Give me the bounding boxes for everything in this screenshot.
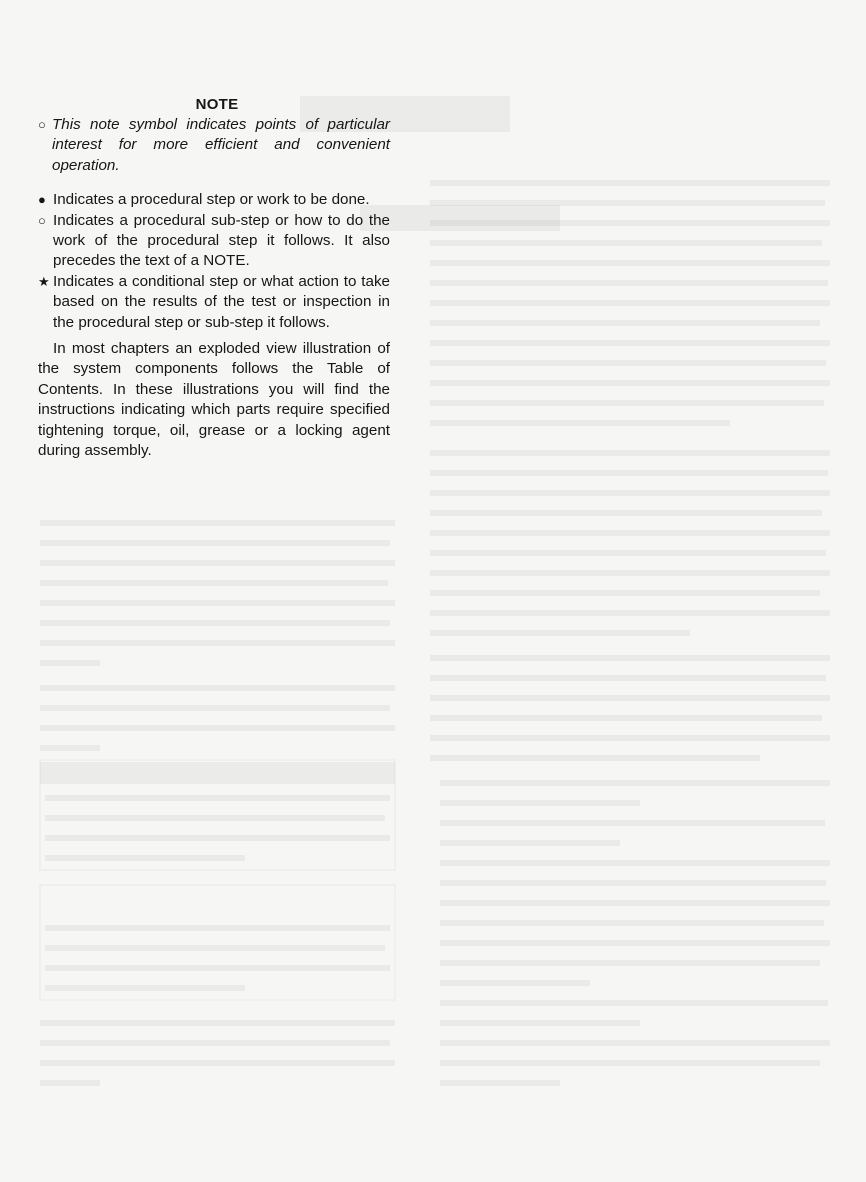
spacer (38, 176, 390, 190)
note-intro-text: This note symbol indicates points of particular interest for more efficient and convenient operation. (52, 116, 390, 174)
star-icon: ★ (38, 273, 50, 289)
note-intro (38, 115, 390, 176)
list-item-text: Indicates a procedural sub-step or how to do the work of the procedural step it follows. It also precedes the text of a NOTE. (53, 211, 390, 270)
list-item-text: Indicates a conditional step or what action to take based on the results of the test or inspection in the procedural step or sub-step it follows. (53, 272, 390, 331)
body-paragraph: In most chapters an exploded view illustration of the system components follows the Table of Contents. In these illustrations you will find the instructions indicating which parts require specified tightening torque, oil, grease or a locking agent during assembly. (38, 340, 390, 460)
hollow-circle-icon: ○ (38, 212, 46, 228)
list-item (38, 190, 390, 210)
list-item (38, 211, 390, 272)
hollow-circle-icon: ○ (38, 117, 46, 132)
note-heading: NOTE (195, 96, 239, 113)
filled-circle-icon: ● (38, 192, 46, 208)
note-section (38, 96, 390, 462)
list-item-text: Indicates a procedural step or work to be done. (53, 191, 370, 209)
list-item (38, 272, 390, 333)
